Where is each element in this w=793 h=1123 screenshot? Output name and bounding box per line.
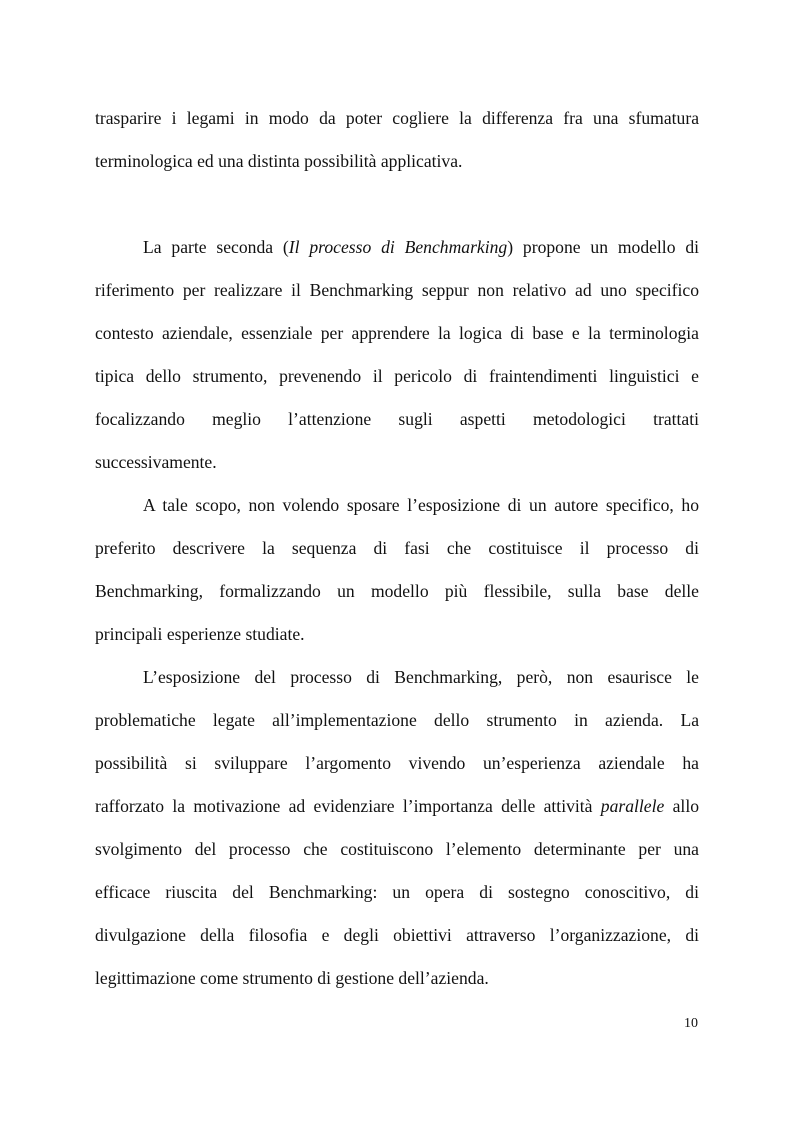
paragraph-2-line-1-before: La parte seconda ( — [143, 237, 289, 257]
paragraph-4-line-2: problematiche legate all’implementazione dello strumento in azienda. La — [95, 710, 699, 730]
paragraph-4-line-4-after: allo — [664, 796, 700, 816]
paragraph-3-line-3: Benchmarking, formalizzando un modello più flessibile, sulla base delle — [95, 581, 699, 601]
paragraph-4-line-8: legittimazione come strumento di gestione dell’azienda. — [95, 968, 489, 988]
parallele-emphasis: parallele — [600, 796, 665, 816]
paragraph-4-line-3: possibilità si sviluppare l’argomento vivendo un’esperienza aziendale ha — [95, 753, 699, 773]
paragraph-3-line-1: A tale scopo, non volendo sposare l’esposizione di un autore specifico, ho — [143, 495, 699, 515]
paragraph-2-line-1 — [143, 237, 699, 257]
paragraph-4-line-1: L’esposizione del processo di Benchmarking, però, non esaurisce le — [143, 667, 699, 687]
paragraph-4-line-4 — [95, 796, 699, 816]
paragraph-3-line-4: principali esperienze studiate. — [95, 624, 305, 644]
paragraph-2-title-emphasis: Il processo di Benchmarking — [288, 237, 508, 257]
paragraph-1-line-1: trasparire i legami in modo da poter cogliere la differenza fra una sfumatura — [95, 108, 699, 128]
paragraph-2-line-5: focalizzando meglio l’attenzione sugli aspetti metodologici trattati — [95, 409, 699, 429]
paragraph-4-line-4-before: rafforzato la motivazione ad evidenziare l’importanza delle attività — [95, 796, 601, 816]
paragraph-2-line-4: tipica dello strumento, prevenendo il pericolo di fraintendimenti linguistici e — [95, 366, 699, 386]
page-number: 10 — [684, 1016, 698, 1031]
paragraph-2-line-3: contesto aziendale, essenziale per apprendere la logica di base e la terminologia — [95, 323, 699, 343]
paragraph-4-line-5: svolgimento del processo che costituiscono l’elemento determinante per una — [95, 839, 699, 859]
paragraph-2-line-1-after: ) propone un modello di — [507, 237, 700, 257]
paragraph-2-line-2: riferimento per realizzare il Benchmarking seppur non relativo ad uno specifico — [95, 280, 699, 300]
paragraph-2-line-6: successivamente. — [95, 452, 217, 472]
paragraph-4-line-6: efficace riuscita del Benchmarking: un opera di sostegno conoscitivo, di — [95, 882, 699, 902]
paragraph-4-line-7: divulgazione della filosofia e degli obiettivi attraverso l’organizzazione, di — [95, 925, 699, 945]
paragraph-3-line-2: preferito descrivere la sequenza di fasi che costituisce il processo di — [95, 538, 699, 558]
paragraph-1-line-2: terminologica ed una distinta possibilità applicativa. — [95, 151, 463, 171]
